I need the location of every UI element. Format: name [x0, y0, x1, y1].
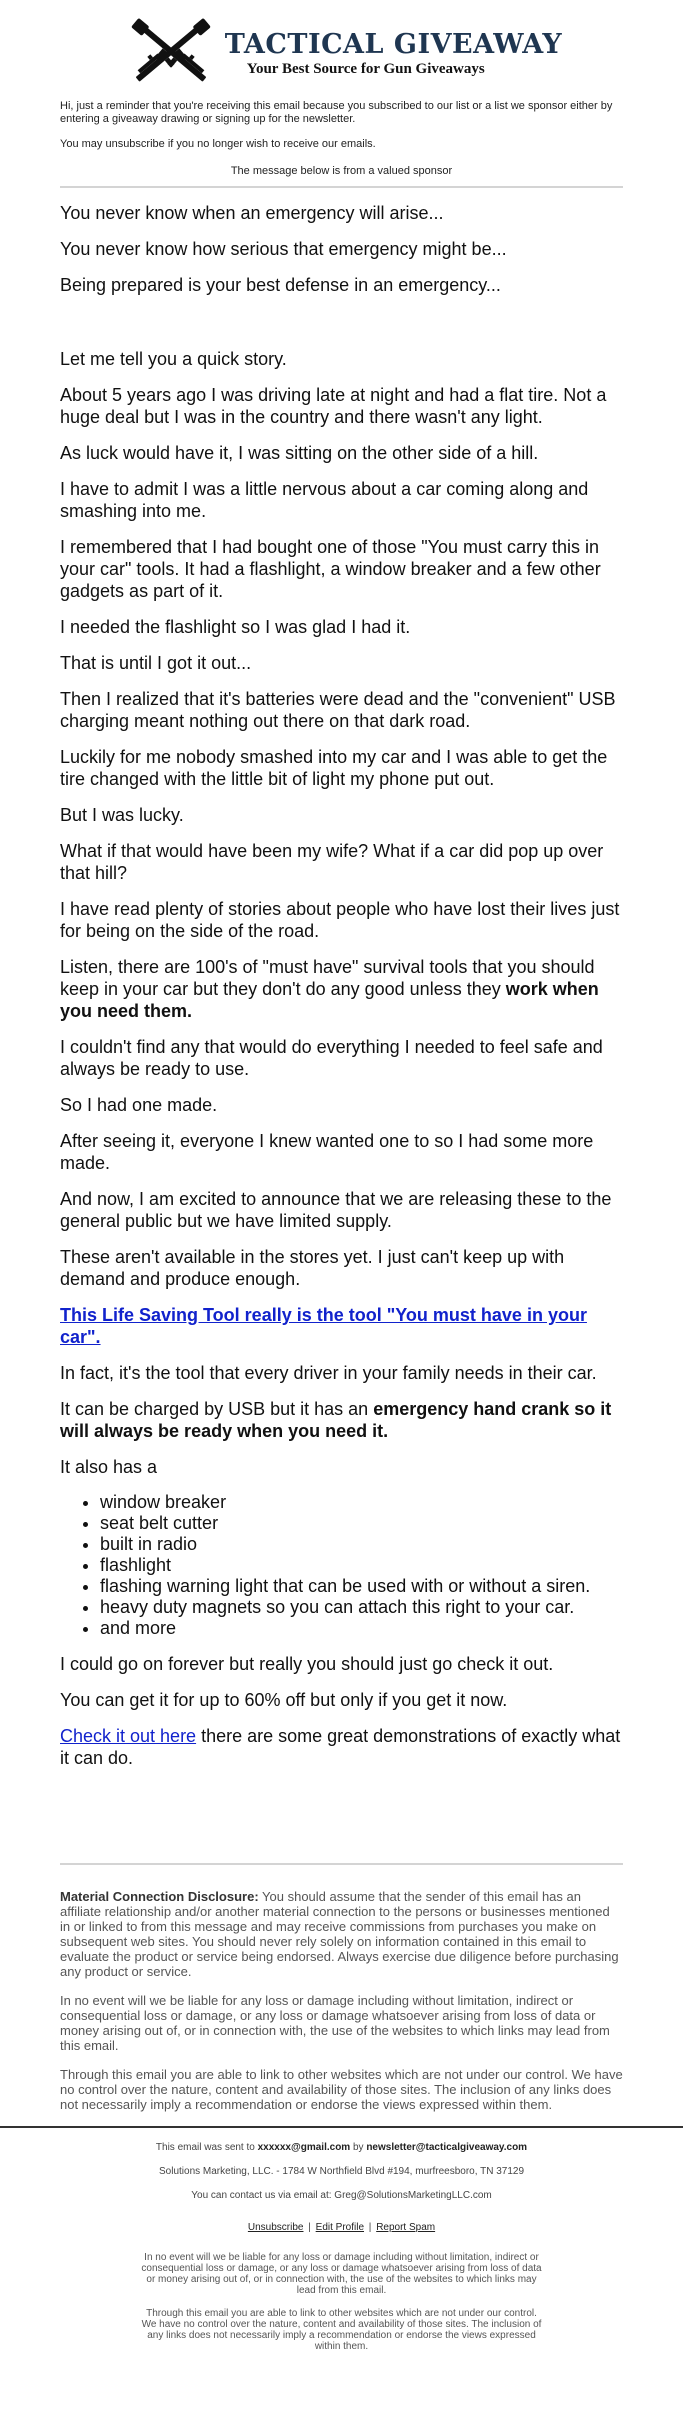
feature-item: • flashlight [100, 1555, 623, 1576]
body-bold-text: work when you need them. [60, 979, 599, 1021]
body-paragraph: In fact, it's the tool that every driver in your family needs in their car. [60, 1363, 597, 1383]
sponsor-note: The message below is from a valued sponsor [230, 165, 453, 177]
sent-to-prefix: This email was sent to [155, 2142, 258, 2153]
body-text: Listen, there are 100's of "must have" survival tools that you should keep in your car but they don't do any good unless they [60, 957, 595, 999]
body-paragraph [60, 1725, 623, 1769]
contact-line: You can contact us via email at: Greg@SolutionsMarketingLLC.com [191, 2190, 492, 2201]
body-paragraph: I have to admit I was a little nervous about a car coming along and smashing into me. [60, 479, 589, 521]
edit-profile-link[interactable]: Edit Profile [315, 2222, 365, 2233]
email-header [0, 0, 683, 100]
footer-links [0, 2222, 683, 2234]
feature-item: • window breaker [100, 1492, 623, 1513]
body-text: there are some great demonstrations of exactly what it can do. [60, 1726, 621, 1768]
subscription-reminder: Hi, just a reminder that you're receiving this email because you subscribed to our list or a list we sponsor either by entering a giveaway drawing or signing up for the newsletter. [60, 100, 613, 125]
feature-item: • built in radio [100, 1534, 623, 1555]
body-paragraph: You never know how serious that emergency might be... [60, 239, 507, 259]
footer-liability-notice: In no event will we be liable for any loss or damage including without limitation, indirect or consequential loss or damage, or any loss or damage whatsoever arising from loss of data or money arising out of, or in connection with, the use of the websites to which links may lead from this email. [141, 2252, 542, 2296]
email-footer [0, 2128, 683, 2352]
disclosure-section [0, 1865, 683, 2112]
material-connection-disclosure [60, 1889, 623, 1979]
unsubscribe-note: You may unsubscribe if you no longer wish to receive our emails. [60, 138, 376, 150]
body-paragraph [60, 1304, 623, 1348]
tactical-giveaway-logo[interactable] [121, 9, 562, 99]
feature-item: • and more [100, 1618, 623, 1639]
disclosure-label: Material Connection Disclosure: [60, 1889, 259, 1904]
life-saving-tool-link-text[interactable]: This Life Saving Tool really is the tool "You must have in your car". [60, 1305, 587, 1347]
footer-links-notice: Through this email you are able to link to other websites which are not under our control. We have no control over the nature, content and availability of those sites. The inclusion of any links does not necessarily imply a recommendation or endorse the views expressed within them. [141, 2308, 542, 2352]
body-paragraph: That is until I got it out... [60, 653, 252, 673]
body-paragraph [60, 956, 623, 1022]
check-it-out-link[interactable]: Check it out here [60, 1726, 197, 1746]
liability-notice: In no event will we be liable for any loss or damage including without limitation, indirect or consequential loss or damage, or any loss or damage whatsoever arising from loss of data or money arising out of, or in connection with, the use of the websites to which links may lead from this email. [60, 1993, 610, 2053]
body-paragraph: I remembered that I had bought one of those "You must carry this in your car" tools. It had a flashlight, a window breaker and a few other gadgets as part of it. [60, 537, 601, 601]
crossed-rifles-icon [121, 9, 221, 99]
sent-to-line [0, 2142, 683, 2154]
body-paragraph: And now, I am excited to announce that we are releasing these to the general public but we have limited supply. [60, 1189, 612, 1231]
body-paragraph: I couldn't find any that would do everything I needed to feel safe and always be ready to use. [60, 1037, 603, 1079]
body-paragraph: I needed the flashlight so I was glad I had it. [60, 617, 411, 637]
body-paragraph: I have read plenty of stories about people who have lost their lives just for being on the side of the road. [60, 899, 620, 941]
body-paragraph: As luck would have it, I was sitting on the other side of a hill. [60, 443, 539, 463]
body-paragraph: Let me tell you a quick story. [60, 349, 287, 369]
body-text: It can be charged by USB but it has an [60, 1399, 374, 1419]
logo-title: TACTICAL GIVEAWAY [224, 29, 563, 60]
disclosure-text: You should assume that the sender of this email has an affiliate relationship and/or another material connection to the persons or businesses mentioned in or linked to from this message and may receive commissions from purchases you make on subsequent web sites. You should never rely solely on information contained in this email to evaluate the product or service being endorsed. Always exercise due diligence before purchasing any product or service. [60, 1889, 619, 1979]
feature-item: • seat belt cutter [100, 1513, 623, 1534]
link-separator: | [308, 2222, 311, 2233]
body-paragraph: It also has a [60, 1457, 158, 1477]
sent-by-text: by [350, 2142, 367, 2153]
report-spam-link[interactable]: Report Spam [376, 2222, 436, 2233]
feature-item: • heavy duty magnets so you can attach this right to your car. [100, 1597, 623, 1618]
unsubscribe-link[interactable]: Unsubscribe [247, 2222, 304, 2233]
body-paragraph: You never know when an emergency will arise... [60, 203, 444, 223]
company-address: Solutions Marketing, LLC. - 1784 W Northfield Blvd #194, murfreesboro, TN 37129 [159, 2166, 524, 2177]
body-paragraph: I could go on forever but really you should just go check it out. [60, 1654, 554, 1674]
email-body [0, 188, 683, 1863]
body-paragraph: About 5 years ago I was driving late at night and had a flat tire. Not a huge deal but I was in the country and there wasn't any light. [60, 385, 607, 427]
body-paragraph: Being prepared is your best defense in an emergency... [60, 275, 501, 295]
body-paragraph: Then I realized that it's batteries were dead and the "convenient" USB charging meant nothing out there on that dark road. [60, 689, 616, 731]
body-paragraph: What if that would have been my wife? What if a car did pop up over that hill? [60, 841, 604, 883]
recipient-email: xxxxxx@gmail.com [257, 2142, 351, 2153]
body-paragraph: So I had one made. [60, 1095, 218, 1115]
body-paragraph [60, 1398, 623, 1442]
life-saving-tool-link[interactable] [60, 1305, 587, 1347]
logo-subtitle: Your Best Source for Gun Giveaways [246, 61, 485, 77]
body-paragraph: After seeing it, everyone I knew wanted one to so I had some more made. [60, 1131, 594, 1173]
body-paragraph: These aren't available in the stores yet. I just can't keep up with demand and produce enough. [60, 1247, 565, 1289]
feature-item: • flashing warning light that can be used with or without a siren. [100, 1576, 623, 1597]
external-links-notice: Through this email you are able to link to other websites which are not under our control. We have no control over the nature, content and availability of those sites. The inclusion of any links does not necessarily imply a recommendation or endorse the views expressed within them. [60, 2067, 623, 2112]
body-paragraph: You can get it for up to 60% off but only if you get it now. [60, 1690, 508, 1710]
sender-email: newsletter@tacticalgiveaway.com [366, 2142, 528, 2153]
preheader [0, 100, 683, 178]
link-separator: | [368, 2222, 372, 2233]
body-paragraph: Luckily for me nobody smashed into my car and I was able to get the tire changed with the little bit of light my phone put out. [60, 747, 608, 789]
body-paragraph: But I was lucky. [60, 805, 184, 825]
body-bold-text: emergency hand crank so it will always be ready when you need it. [60, 1399, 612, 1441]
feature-list [60, 1492, 623, 1639]
